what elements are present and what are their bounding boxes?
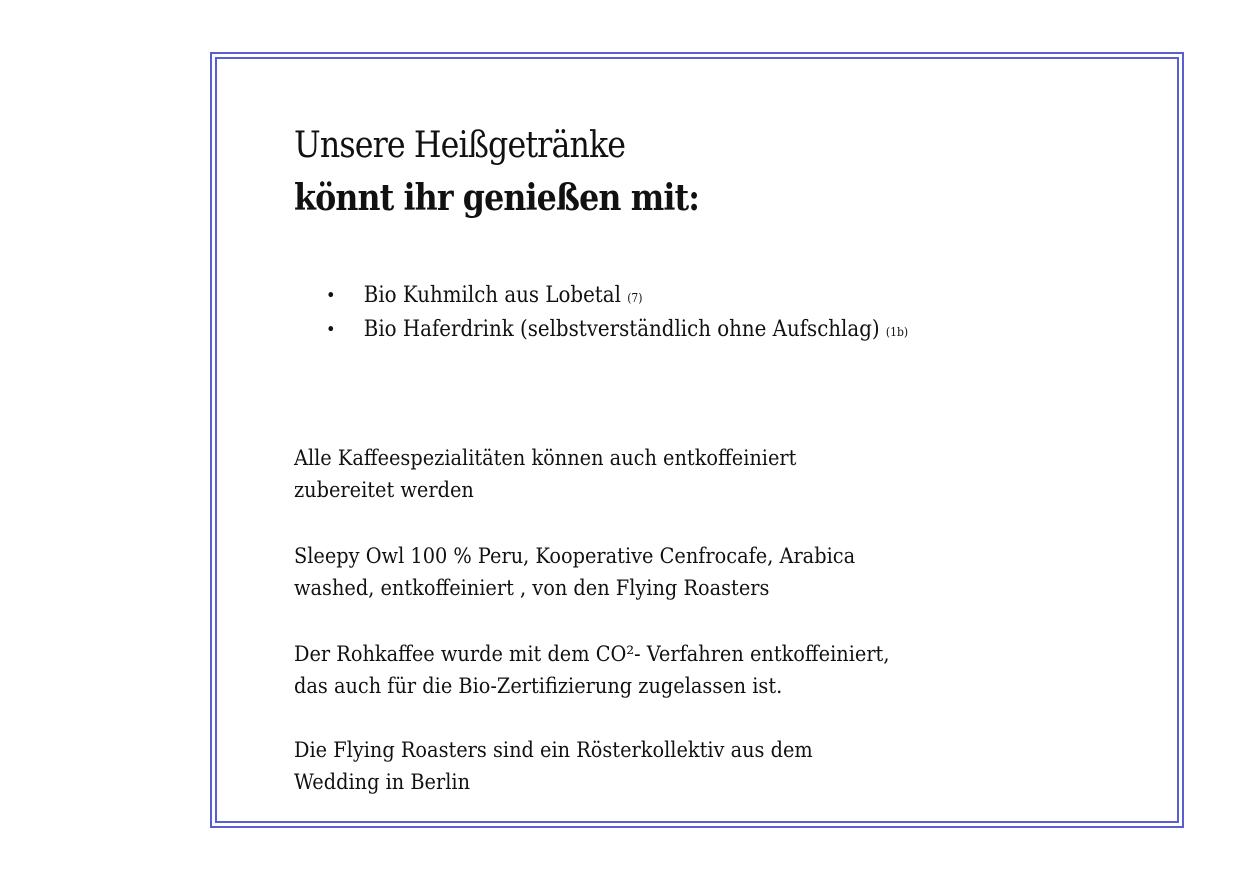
title-line-1: Unsere Heißgetränke [294,125,626,166]
allergen-note: (7) [627,291,643,305]
bullet-icon: • [326,285,336,306]
decaf-process-paragraph: Der Rohkaffee wurde mit dem CO²- Verfahren entkoffeiniert, das auch für die Bio-Zertifizierung zugelassen ist. [294,642,890,698]
milk-option-text: Bio Kuhmilch aus Lobetal [363,283,621,308]
milk-option-text: Bio Haferdrink (selbstverständlich ohne Aufschlag) [363,317,880,342]
list-item [326,314,908,348]
decaf-availability-paragraph: Alle Kaffeespezialitäten können auch entkoffeiniert zubereitet werden [294,446,797,502]
list-item [326,280,908,314]
page-title [294,120,1051,225]
bullet-icon: • [326,319,336,340]
title-line-2: könnt ihr genießen mit: [294,177,700,219]
decaf-coffee-paragraph: Sleepy Owl 100 % Peru, Kooperative Cenfrocafe, Arabica washed, entkoffeiniert , von den Flying Roasters [294,544,856,600]
milk-options-list [326,280,973,348]
allergen-note: (1b) [885,325,909,339]
roaster-info-paragraph: Die Flying Roasters sind ein Rösterkollektiv aus dem Wedding in Berlin [294,738,813,794]
menu-content [294,120,1154,794]
